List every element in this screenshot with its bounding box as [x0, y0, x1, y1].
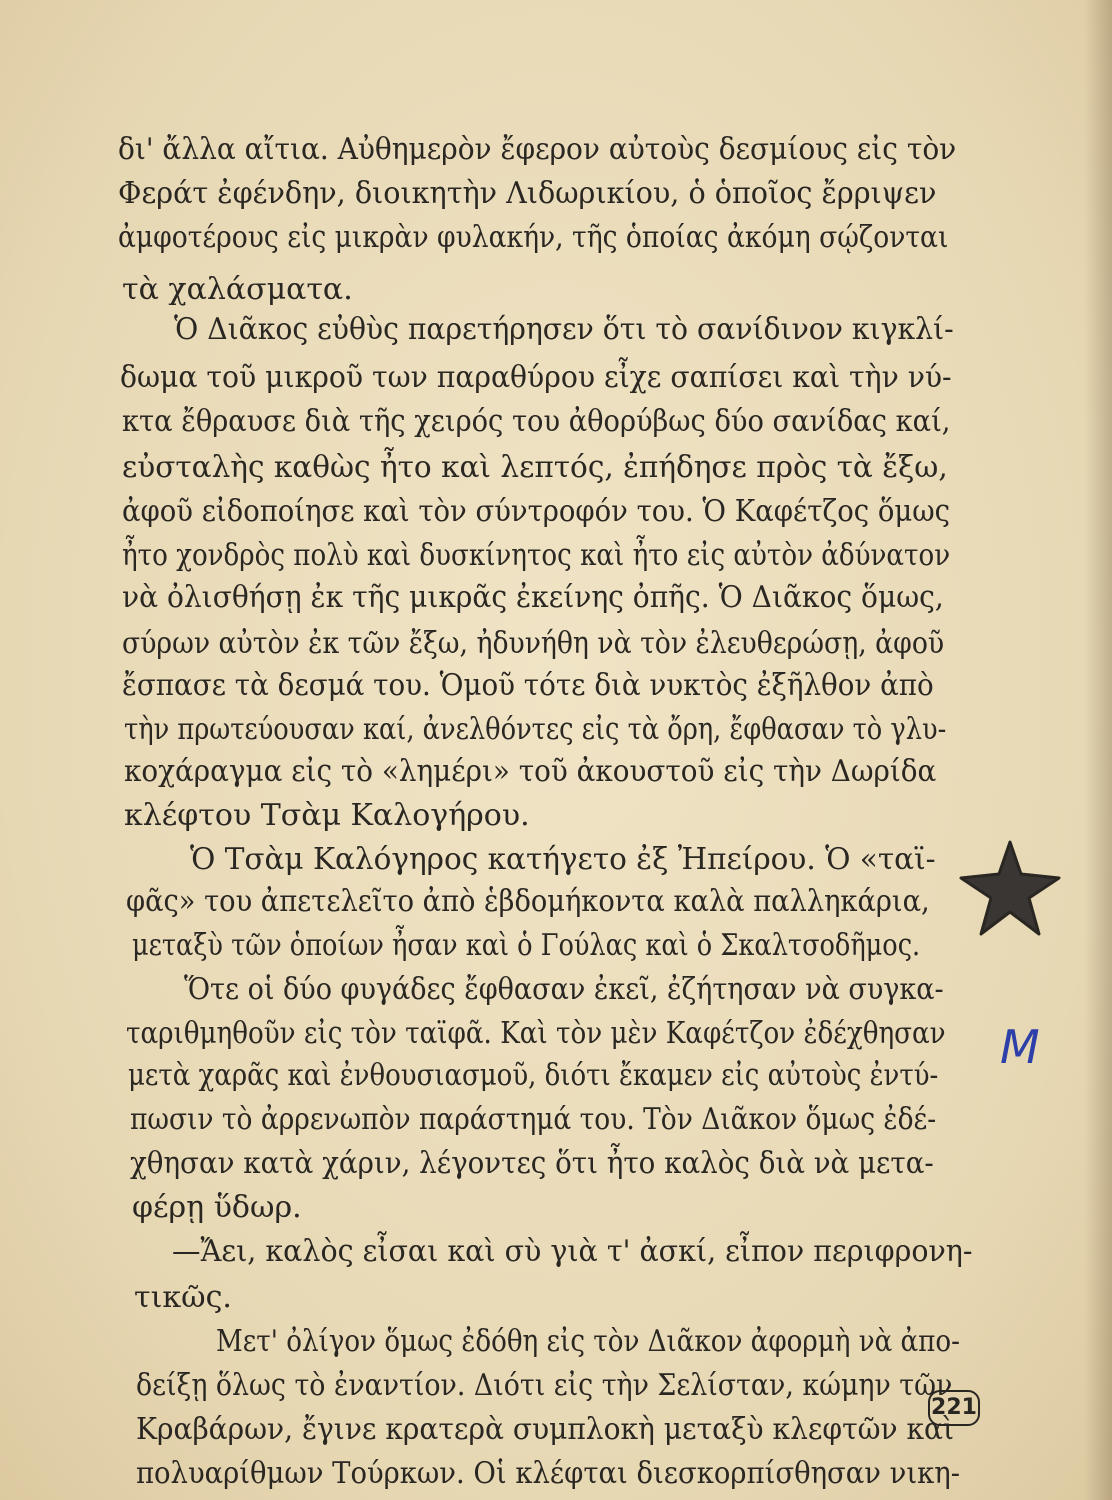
text-line: μεταξὺ τῶν ὁποίων ἦσαν καὶ ὁ Γούλας καὶ ὁ Σκαλτσοδῆμος.: [132, 928, 921, 963]
margin-pen-mark: Μ: [1000, 1020, 1040, 1074]
text-line: ἀφοῦ εἰδοποίησε καὶ τὸν σύντροφόν του. Ὁ Καφέτζος ὅμως: [122, 494, 951, 529]
text-line: Ὅτε οἱ δύο φυγάδες ἔφθασαν ἐκεῖ, ἐζήτησαν νὰ συγκα-: [184, 972, 944, 1007]
text-line: χθησαν κατὰ χάριν, λέγοντες ὅτι ἦτο καλὸς διὰ νὰ μετα-: [130, 1146, 934, 1181]
text-line: ἦτο χονδρὸς πολὺ καὶ δυσκίνητος καὶ ἦτο εἰς αὐτὸν ἀδύνατον: [122, 538, 951, 573]
handwritten-star-mark: [955, 838, 1065, 938]
text-line: νὰ ὀλισθήσῃ ἐκ τῆς μικρᾶς ἐκείνης ὀπῆς. Ὁ Διᾶκος ὅμως,: [122, 580, 944, 615]
text-line: σύρων αὐτὸν ἐκ τῶν ἔξω, ἠδυνήθη νὰ τὸν ἐλευθερώσῃ, ἀφοῦ: [122, 626, 945, 661]
text-line: δωμα τοῦ μικροῦ των παραθύρου εἶχε σαπίσει καὶ τὴν νύ-: [120, 360, 952, 395]
text-line: Φεράτ ἐφένδην, διοικητὴν Λιδωρικίου, ὁ ὁποῖος ἔρριψεν: [118, 176, 937, 211]
text-line: Μετ' ὀλίγον ὅμως ἐδόθη εἰς τὸν Διᾶκον ἀφορμὴ νὰ ἀπο-: [216, 1324, 960, 1359]
text-line: φέρῃ ὕδωρ.: [132, 1190, 302, 1225]
text-line: Κραβάρων, ἔγινε κρατερὰ συμπλοκὴ μεταξὺ κλεφτῶν καὶ: [136, 1412, 955, 1447]
text-line: Ὁ Διᾶκος εὐθὺς παρετήρησεν ὅτι τὸ σανίδινον κιγκλί-: [174, 312, 954, 347]
text-line: πωσιν τὸ ἀρρενωπὸν παράστημά του. Τὸν Διᾶκον ὅμως ἐδέ-: [130, 1102, 937, 1137]
text-line: ταριθμηθοῦν εἰς τὸν ταϊφᾶ. Καὶ τὸν μὲν Καφέτζον ἐδέχθησαν: [126, 1016, 946, 1051]
text-line: ἔσπασε τὰ δεσμά του. Ὁμοῦ τότε διὰ νυκτὸς ἐξῆλθον ἀπὸ: [122, 668, 934, 703]
text-line: δι' ἄλλα αἴτια. Αὐθημερὸν ἔφερον αὐτοὺς δεσμίους εἰς τὸν: [118, 132, 957, 167]
text-line: τὰ χαλάσματα.: [122, 272, 353, 307]
text-line: εὐσταλὴς καθὼς ἦτο καὶ λεπτός, ἐπήδησε πρὸς τὰ ἔξω,: [122, 450, 948, 485]
text-line: —Ἄει, καλὸς εἶσαι καὶ σὺ γιὰ τ' ἀσκί, εἶπον περιφρονη-: [172, 1234, 973, 1269]
text-line: κλέφτου Τσὰμ Καλογήρου.: [124, 798, 530, 833]
text-line: πολυαρίθμων Τούρκων. Οἱ κλέφται διεσκορπίσθησαν νικη-: [136, 1456, 960, 1491]
text-line: φᾶς» του ἀπετελεῖτο ἀπὸ ἑβδομήκοντα καλὰ παλληκάρια,: [126, 884, 930, 919]
text-line: κτα ἔθραυσε διὰ τῆς χειρός του ἀθορύβως δύο σανίδας καί,: [122, 404, 951, 439]
text-line: Ὁ Τσὰμ Καλόγηρος κατήγετο ἐξ Ἠπείρου. Ὁ «ταϊ-: [190, 842, 936, 877]
page-number: 221: [928, 1390, 980, 1426]
text-line: τικῶς.: [134, 1280, 232, 1315]
text-line: τὴν πρωτεύουσαν καί, ἀνελθόντες εἰς τὰ ὄρη, ἔφθασαν τὸ γλυ-: [124, 712, 947, 747]
text-line: ἀμφοτέρους εἰς μικρὰν φυλακήν, τῆς ὁποίας ἀκόμη σῴζονται: [118, 220, 949, 255]
text-line: δείξῃ ὅλως τὸ ἐναντίον. Διότι εἰς τὴν Σελίσταν, κώμην τῶν: [136, 1368, 953, 1403]
page-spine-shadow: [1084, 0, 1112, 1500]
text-line: μετὰ χαρᾶς καὶ ἐνθουσιασμοῦ, διότι ἔκαμεν εἰς αὐτοὺς ἐντύ-: [128, 1058, 939, 1093]
text-line: κοχάραγμα εἰς τὸ «λημέρι» τοῦ ἀκουστοῦ εἰς τὴν Δωρίδα: [124, 754, 937, 789]
